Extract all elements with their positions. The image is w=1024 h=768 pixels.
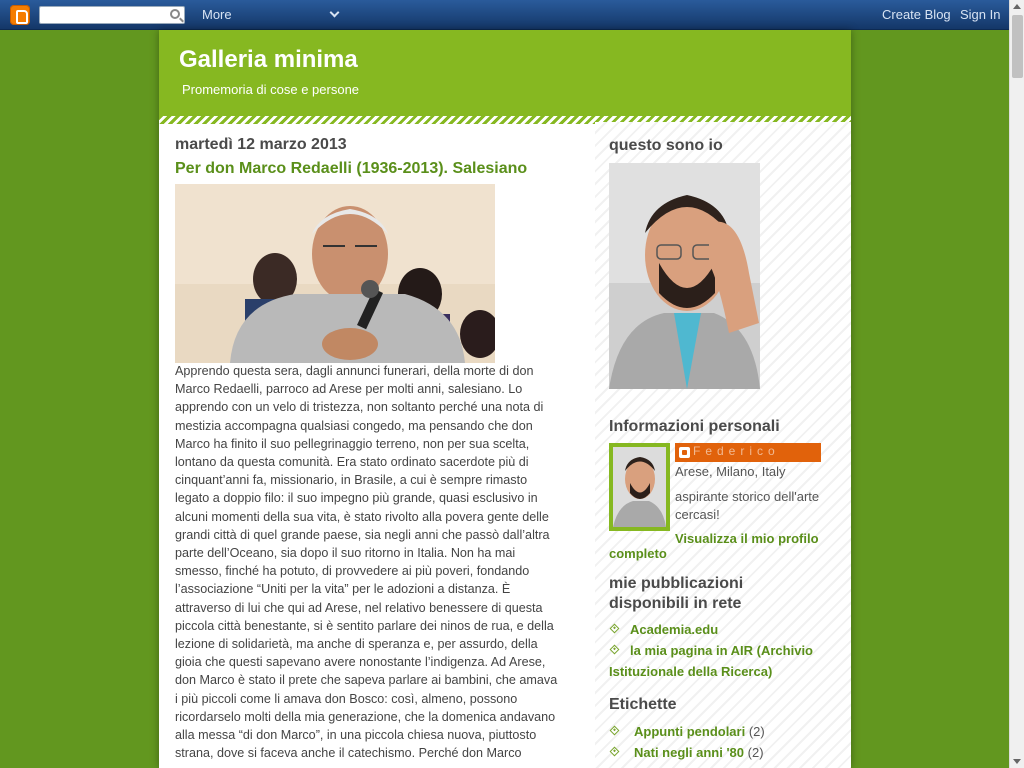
- profile-photo: [609, 163, 760, 389]
- post-line: strana, dove si faceva anche il catechismo. Perché don Marco: [175, 746, 522, 761]
- air-link[interactable]: la mia pagina in AIR (Archivio: [630, 643, 813, 658]
- profile-location: Arese, Milano, Italy: [675, 464, 786, 479]
- post-line: smesso, finché ha potuto, di provvedere ai più poveri, fondando: [175, 564, 530, 579]
- post-line: mestizia accompagna qualsiasi congedo, ma pensando che don: [175, 418, 533, 433]
- post-line: l’associazione “Uniti per la vita” per le adozioni a distanza. È: [175, 582, 511, 597]
- post-image[interactable]: [175, 184, 495, 363]
- label-count: (2): [748, 724, 765, 739]
- blog-title[interactable]: Galleria minima: [179, 46, 358, 73]
- label-item[interactable]: [634, 742, 764, 763]
- post-title-link[interactable]: Per don Marco Redaelli (1936-2013). Salesiano: [175, 160, 528, 177]
- post-line: piccola città benestante, si è sentito parlare dei ninos de rua, e della: [175, 618, 554, 633]
- post-line: don Marco è stato il prete che sapeva parlare ai bambini, che amava: [175, 673, 558, 688]
- view-profile-link-cont[interactable]: completo: [609, 546, 667, 561]
- post-line: lezione di solidarietà, ma anche di speranza e, per assurdo, della: [175, 637, 538, 652]
- academia-link[interactable]: Academia.edu: [630, 622, 719, 637]
- create-blog-link[interactable]: Create Blog: [882, 7, 951, 22]
- post-line: alla messa “di don Marco”, in una piccola chiesa nuova, piuttosto: [175, 728, 537, 743]
- air-link-cont[interactable]: Istituzionale della Ricerca): [609, 664, 773, 679]
- post-line: i più piccoli come li amava don Bosco: così, almeno, possono: [175, 691, 518, 706]
- post-line: Marco ha finito il suo pellegrinaggio terreno, non per sua scelta,: [175, 436, 530, 451]
- blog-header: [159, 30, 851, 122]
- publications-heading-cont: disponibili in rete: [609, 595, 742, 612]
- more-menu[interactable]: More: [202, 7, 232, 22]
- scrollbar-thumb[interactable]: [1012, 15, 1023, 78]
- post-line: attraverso di lui che qui ad Arese, nel relativo benessere di questa: [175, 600, 543, 615]
- profile-bio-line: aspirante storico dell'arte: [675, 489, 820, 504]
- post-line: legato a doppio filo: il suo impegno più grande, quasi esclusivo in: [175, 491, 538, 506]
- scroll-up-icon[interactable]: [1013, 4, 1021, 9]
- post-line: ricordarselo molti della mia generazione, che la domenica andavano: [175, 709, 556, 724]
- post-line: alcuni momenti della sua vita, è stato rivolto alla povera gente delle: [175, 509, 549, 524]
- search-icon[interactable]: [170, 9, 180, 19]
- post-line: parte dell’Oceano, sia dopo il suo ritorno in Italia. Non ha mai: [175, 546, 516, 561]
- blog-description: Promemoria di cose e persone: [182, 82, 360, 97]
- post-line: apprendo con un velo di tristezza, non soltanto perché una nota di: [175, 400, 544, 415]
- chevron-down-icon[interactable]: [330, 8, 340, 18]
- label-item[interactable]: [634, 721, 765, 742]
- personal-info-heading: Informazioni personali: [609, 418, 780, 435]
- blogger-logo-icon[interactable]: [10, 5, 30, 25]
- search-input[interactable]: [39, 6, 185, 24]
- post-line: gioia che questi sapevano avere nonostante l’indigenza. Ad Arese,: [175, 655, 546, 670]
- post-date: martedì 12 marzo 2013: [175, 136, 347, 153]
- blogger-profile-icon: [679, 447, 690, 458]
- label-name[interactable]: Nati negli anni '80: [634, 745, 745, 760]
- post-line: Apprendo questa sera, dagli annunci funerari, della morte di don: [175, 364, 534, 378]
- about-heading: questo sono io: [609, 137, 723, 154]
- vertical-scrollbar[interactable]: [1009, 0, 1024, 768]
- post-line: cinquant’anni fa, missionario, in Brasile, a cui è sempre rimasto: [175, 473, 528, 488]
- post-line: grandi città di quel grande paese, sia negli anni che passò dall’altra: [175, 527, 550, 542]
- profile-bio-line: cercasi!: [675, 507, 720, 522]
- view-profile-link[interactable]: Visualizza il mio profilo: [675, 531, 819, 546]
- labels-heading: Etichette: [609, 696, 677, 713]
- scroll-down-icon[interactable]: [1013, 759, 1021, 764]
- blogger-navbar: [0, 0, 1009, 30]
- profile-thumbnail[interactable]: [609, 443, 670, 531]
- profile-name[interactable]: Federico: [693, 444, 780, 458]
- profile-name-link[interactable]: [675, 443, 821, 462]
- label-count: (2): [747, 745, 764, 760]
- publications-heading: mie pubblicazioni: [609, 575, 744, 592]
- label-name[interactable]: Appunti pendolari: [634, 724, 746, 739]
- post-body: [175, 362, 577, 762]
- sign-in-link[interactable]: Sign In: [960, 7, 1001, 22]
- post-line: lontano da questa comunità. Era stato ordinato sacerdote più di: [175, 455, 529, 470]
- post-line: Marco Redaelli, parroco ad Arese per molti anni, salesiano. Lo: [175, 382, 523, 397]
